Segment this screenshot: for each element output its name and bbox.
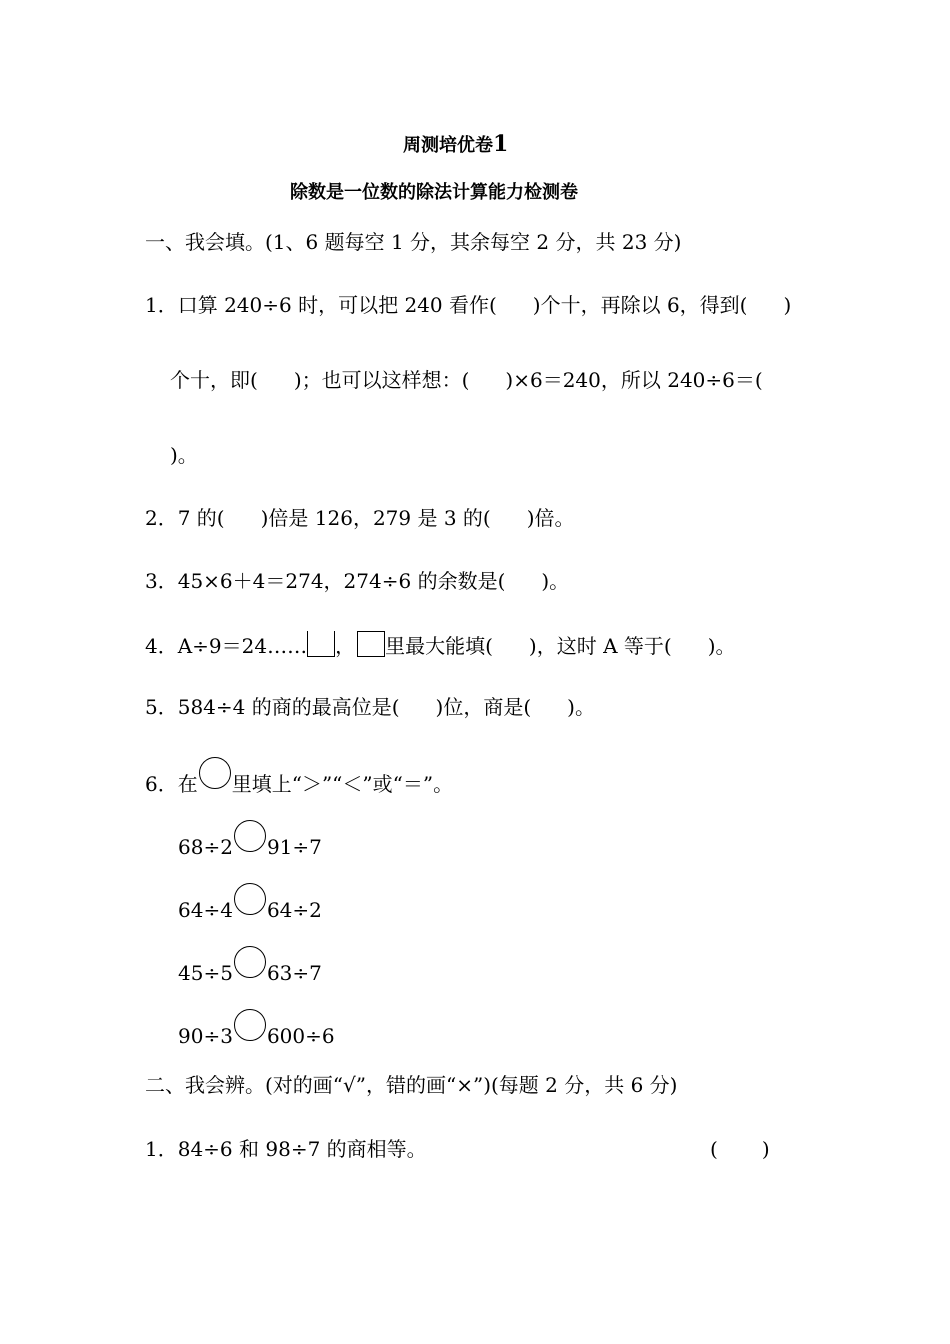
- page-title: [403, 131, 508, 159]
- q2-a: 2．7 的(: [145, 506, 225, 530]
- section2-heading: 二、我会辨。(对的画“√”，错的画“×”)(每题 2 分，共 6 分): [145, 1073, 678, 1097]
- judge-q1-answer[interactable]: [710, 1136, 770, 1162]
- q2-line: [145, 505, 575, 531]
- q5-b: )位，商是(: [435, 695, 532, 719]
- q1-line1: [145, 292, 791, 318]
- paren-close: ): [761, 1137, 770, 1161]
- q5-line: [145, 694, 595, 720]
- compare-right: 64÷2: [266, 898, 322, 922]
- section1-heading: 一、我会填。(1、6 题每空 1 分，其余每空 2 分，共 23 分): [145, 230, 682, 254]
- q3-line: [145, 568, 569, 594]
- q5-a: 5．584÷4 的商的最高位是(: [145, 695, 400, 719]
- q6-a: 6．在: [145, 772, 198, 796]
- q4-a: 4．A÷9＝24……: [145, 634, 308, 658]
- q1-line2: [170, 367, 763, 393]
- compare-left: 45÷5: [178, 961, 233, 985]
- q4-e: )。: [707, 634, 736, 658]
- page-subtitle: 除数是一位数的除法计算能力检测卷: [290, 182, 578, 203]
- q4-b: ，: [335, 634, 356, 658]
- compare-left: 68÷2: [178, 835, 233, 859]
- q2-c: )倍。: [526, 506, 575, 530]
- q4-d: )，这时 A 等于(: [528, 634, 672, 658]
- q4-line: [145, 631, 736, 659]
- q1-line3: )。: [170, 443, 198, 467]
- paren-open: (: [710, 1137, 718, 1161]
- q2-b: )倍是 126，279 是 3 的(: [260, 506, 491, 530]
- answer-box[interactable]: [307, 631, 335, 657]
- page-title-text: 周测培优卷: [403, 135, 493, 156]
- answer-box-reference: [357, 631, 385, 657]
- q1-line1-c: ): [783, 293, 792, 317]
- q6-b: 里填上“＞”“＜”或“＝”。: [231, 772, 454, 796]
- q5-c: )。: [567, 695, 595, 719]
- q3-a: 3．45×6＋4＝274，274÷6 的余数是(: [145, 569, 506, 593]
- compare-right: 600÷6: [266, 1024, 335, 1048]
- compare-item: [178, 820, 322, 860]
- compare-circle[interactable]: [234, 820, 266, 852]
- q1-line1-a: 1．口算 240÷6 时，可以把 240 看作(: [145, 293, 497, 317]
- compare-item: [178, 1009, 335, 1049]
- compare-circle[interactable]: [234, 946, 266, 978]
- q1-line2-a: 个十，即(: [170, 368, 258, 392]
- compare-left: 64÷4: [178, 898, 233, 922]
- compare-left: 90÷3: [178, 1024, 233, 1048]
- compare-circle[interactable]: [234, 883, 266, 915]
- judge-q1-text: 1．84÷6 和 98÷7 的商相等。: [145, 1137, 427, 1161]
- compare-circle[interactable]: [234, 1009, 266, 1041]
- q1-line2-c: )×6＝240，所以 240÷6＝(: [505, 368, 763, 392]
- compare-item: [178, 883, 322, 923]
- compare-right: 63÷7: [266, 961, 322, 985]
- q3-b: )。: [541, 569, 570, 593]
- q1-line2-b: )；也可以这样想：(: [293, 368, 470, 392]
- compare-item: [178, 946, 322, 986]
- q4-c: 里最大能填(: [385, 634, 493, 658]
- page-title-number: 1: [493, 131, 509, 157]
- q6-line: [145, 757, 453, 797]
- q1-line1-b: )个十，再除以 6，得到(: [532, 293, 748, 317]
- circle-symbol: [199, 757, 231, 789]
- compare-right: 91÷7: [266, 835, 322, 859]
